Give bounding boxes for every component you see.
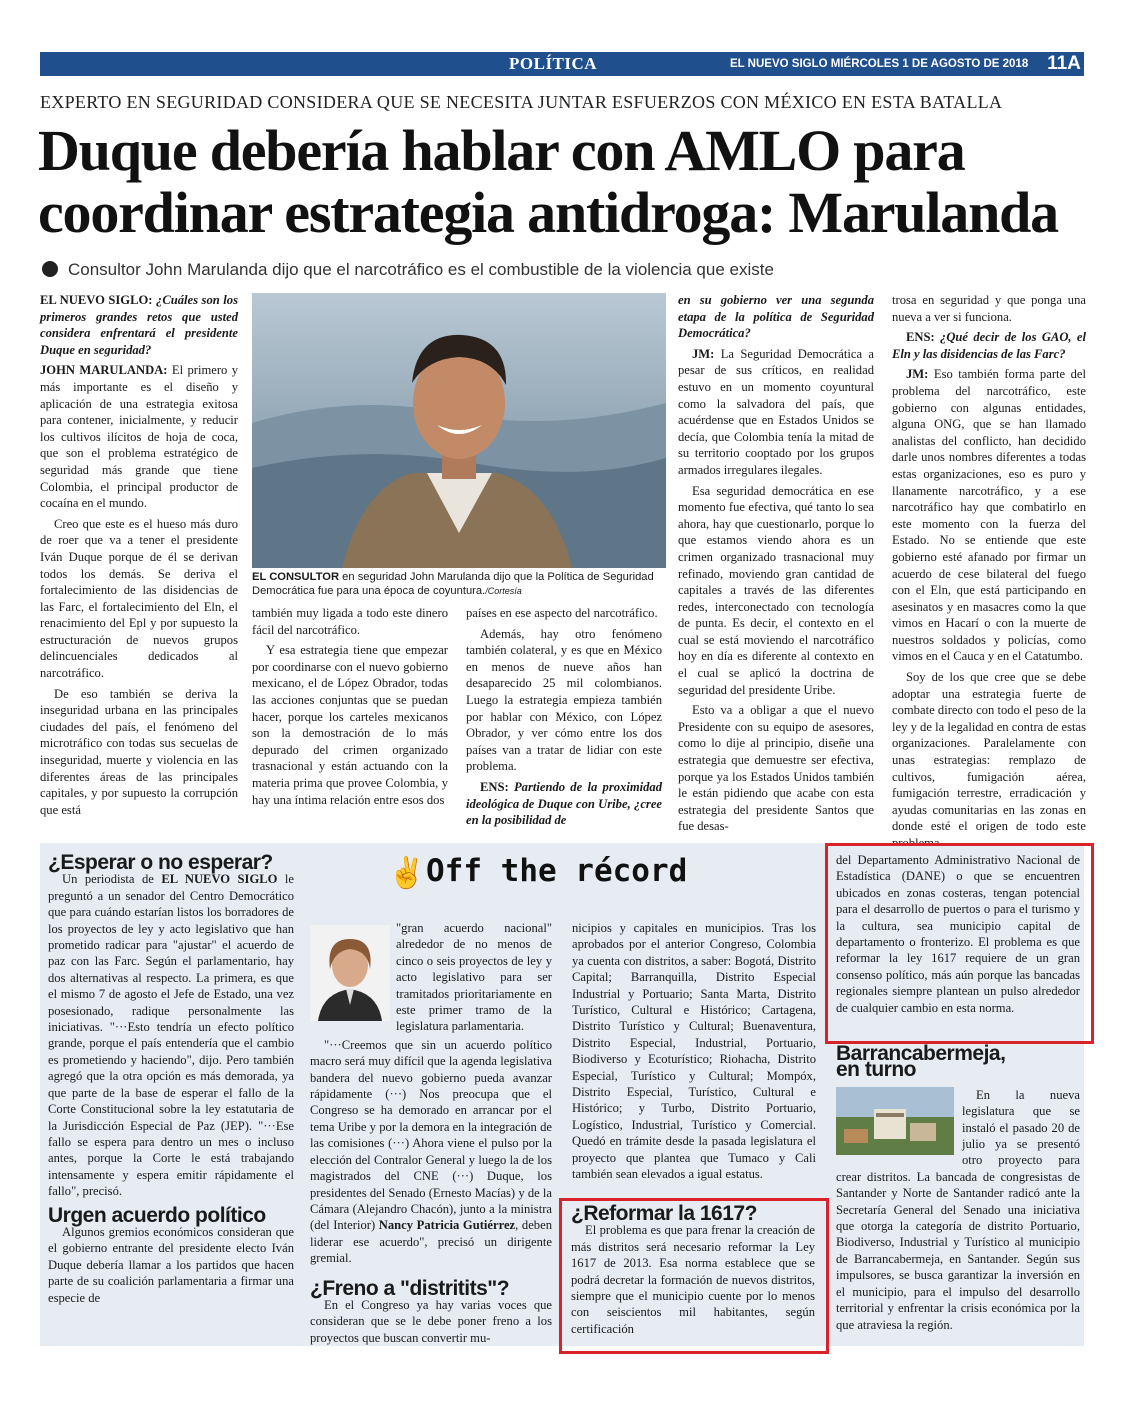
photo-caption	[252, 570, 666, 598]
reformar-heading: ¿Reformar la 1617?	[571, 1202, 757, 1225]
bullet-icon	[42, 261, 58, 277]
question-text: ¿Qué decir de los GAO, el Eln y las disidencias de las Farc?	[892, 330, 1086, 361]
barranca-heading-1: Barrancabermeja,	[836, 1042, 1006, 1065]
article-column-1	[40, 292, 238, 822]
acuerdo-text: "···Creemos que sin un acuerdo político macro será muy difícil que la agenda legislativa bandera del nuevo gobierno pueda avanzar rápidamente (···) Nos preocupa que el Congreso se ha demorado en arrancar por el tema Uribe y por la demora en la integración de las comisiones (···) Ahora viene el pulso por la elección del Contralor General y luego la de los magistrados del CNE (···) Duque, los presidentes del Senado (Ernesto Macías) y de la Cámara (Alejandro Chacón), junto a la ministra (del Interior)	[310, 1037, 552, 1233]
newspaper-name: EL NUEVO SIGLO	[161, 872, 278, 887]
municipios-text: nicipios y capitales en municipios. Tras los aprobados por el anterior Congreso, Colombia ya cuenta con distritos, a saber: Bogotá, Distrito Capital; Barranquilla, Distrito Especial Industrial y Portuario; Santa Marta, Distrito Turístico, Cultural e Histórico; Cartagena, Distrito Turístico y Cultural; Buenaventura, Distrito Especial, Industrial, Portuario, Biodiverso y Ecoturístico; Riohacha, Distrito Especial, Turístico y Cultural; Mompóx, Distrito Especial, Turístico, Cultural e Histórico; y Turbo, Distrito Portuario, Logístico, Industrial, Turístico y Comercial. Quedó en trámite desde la pasada legislatura el proyecto que plantea que Tumaco y Cali también sean elevados a igual estatus.	[572, 921, 816, 1182]
paragraph: Esa seguridad democrática en ese momento fue efectiva, qué tanto lo sea ahora, hay que cuestionarlo, porque lo que estamos viendo ahora es un crimen organizado trasnacional muy refinado, moviendo gran cantidad de capitales a través de las diferentes redes, interconectado con tecnología de punta. Es decir, el contexto en el cual se está moviendo el narcotráfico hoy en día es diferente al contexto en el cual se aplicó la doctrina de seguridad del presidente Uribe.	[678, 483, 874, 697]
question-speaker: EL NUEVO SIGLO:	[40, 293, 153, 307]
photo-credit: /Cortesía	[485, 586, 522, 596]
subhead	[42, 260, 774, 280]
section-label: POLÍTICA	[509, 54, 598, 73]
article-column-5	[892, 292, 1086, 856]
caption-lead: EL CONSULTOR	[252, 571, 340, 583]
answer-text: La Seguridad Democrática a pesar de sus críticos, en realidad estuvo en un momento coyuntural como la salvadora del país, que acuérdense que en Estados Unidos se decía, que Colombia tenía la mitad de su territorio cooptado por los grupos armados irregulares ilegales.	[678, 346, 874, 477]
article-column-3	[466, 605, 662, 833]
city-photo	[836, 1087, 954, 1155]
paragraph: Además, hay otro fenómeno también colateral, y es que en México en menos de nueve años han desaparecido 25 mil colombianos. Luego la estrategia empieza también por hablar con México, con López Obrador, y ver cómo entre los dos países van a tratar de lidiar con este problema.	[466, 626, 662, 774]
publication-date: EL NUEVO SIGLO MIÉRCOLES 1 DE AGOSTO DE 2018	[730, 58, 1029, 70]
reformar-block	[571, 1202, 815, 1339]
answer-speaker: JOHN MARULANDA:	[40, 363, 168, 378]
answer-text: El primero y más importante es el diseño y aplicación de una estrategia exitosa para contener, inicialmente, y reducir los cultivos ilícitos de hoja de coca, que son el problema estratégico de seguridad más grande que tiene Colombia, el principal productor de cocaína en el mundo.	[40, 363, 238, 511]
paragraph: trosa en seguridad y que ponga una nueva a ver si funciona.	[892, 293, 1086, 324]
sidebar-title: Off the récord	[426, 853, 688, 889]
reformar-text: El problema es que para frenar la creación de más distritos será necesario reformar la Ley 1617 de 2013. Esa norma establece que se podrá decretar la formación de nuevos distritos, siempre que el municipio cuente por lo menos con seiscientos mil habitantes, según certificación	[571, 1223, 815, 1336]
paragraph: también muy ligada a todo este dinero fácil del narcotráfico.	[252, 606, 448, 637]
acuerdo-text: , deben liderar ese acuerdo", precisó un dirigente gremial.	[310, 1218, 552, 1266]
minister-name: Nancy Patricia Gutiérrez	[378, 1218, 516, 1233]
city-image	[836, 1087, 954, 1155]
answer-speaker: JM:	[692, 346, 715, 361]
article-photo	[252, 293, 666, 568]
article-column-4	[678, 292, 874, 839]
urgen-heading: Urgen acuerdo político	[48, 1203, 266, 1227]
dane-text: del Departamento Administrativo Nacional de Estadística (DANE) o que se encuentren ubicados en zonas costeras, tengan potencial para el desarrollo de puertos o para el turismo y la cultura, sea municipio capital de departamento o fronterizo. El problema es que reformar la ley 1617 requiere de un gran consenso político, más aún porque las bancadas regionales siempre plantean un pulso alrededor de cualquier cambio en esta norma.	[836, 853, 1080, 1015]
paragraph: Creo que este es el hueso más duro de roer que va a tener el presidente Iván Duque porque de él se derivan todos los demás. Se deriva el fortalecimiento de las disidencias de las Farc, el fortalecimiento del Eln, el renacimiento del Epl y por supuesto la estructuración de nuevos grupos delincuenciales dedicados al narcotráfico.	[40, 516, 238, 681]
question-text: en su gobierno ver una segunda etapa de la política de Seguridad Democrática?	[678, 293, 874, 341]
caption-text: en seguridad John Marulanda dijo que la Política de Seguridad Democrática fue para una época de coyuntura.	[252, 571, 654, 597]
subhead-text: Consultor John Marulanda dijo que el narcotráfico es el combustible de la violencia que existe	[68, 260, 774, 279]
kicker: EXPERTO EN SEGURIDAD CONSIDERA QUE SE NECESITA JUNTAR ESFUERZOS CON MÉXICO EN ESTA BATALLA	[40, 92, 1003, 112]
barranca-text: En la nueva legislatura que se instaló el pasado 20 de julio ya se presentó otro proyecto para crear distritos. La bancada de congresistas de Santander y Norte de Santander radicó ante la Secretaría General del Senado una iniciativa que otorga la categoría de distrito Portuario, Biodiverso, Industrial y Turístico al municipio de Barrancabermeja, en Santander. Según sus impulsores, se busca garantizar la inversión en el municipio, para el impulso del desarrollo territorial y enfrentar la crisis económica por la que atraviesa la región.	[836, 1087, 1080, 1332]
peace-hand-icon: ✌	[388, 857, 426, 890]
sidebar-column-1	[48, 851, 294, 1308]
answer-text: Eso también forma parte del problema del narcotráfico, este gobierno con algunas entidades, alguna ONG, que se han llamado analistas del conflicto, han decidido darle unos nombres diferentes a todas estas organizaciones, eso es puro y llanamente narcotráfico, y a ese narcotráfico hay que combatirlo en este momento con la fuerza del Estado. No se entiende que este gobierno esté afanado por firmar un acuerdo de cese bilateral del fuego con el Eln, que está participando en asesinatos y en masacres como la que vimos en Hacarí o con la muerte de nuestros soldados y policías, como vimos en el Cauca y en el Catatumbo.	[892, 367, 1086, 664]
dane-block	[836, 852, 1080, 1018]
paragraph: Y esa estrategia tiene que empezar por coordinarse con el nuevo gobierno mexicano, el de López Obrador, todas las acciones conjuntas que se puedan hacer, porque los carteles mexicanos son la demostración de lo más depurado del crimen organizado trasnacional y están actuando con la materia prima que provee Colombia, y hay una íntima relación entre esos dos	[252, 643, 448, 807]
question-text: Partiendo de la proximidad ideológica de Duque con Uribe, ¿cree en la posibilidad de	[466, 779, 662, 828]
paragraph: países en ese aspecto del narcotráfico.	[466, 606, 658, 620]
urgen-text: Algunos gremios económicos consideran que el gobierno entrante del presidente electo Iván Duque debería llamar a los partidos que hacen parte de su coalición parlamentaria a firmar una especie de	[48, 1224, 294, 1305]
article-column-2	[252, 605, 448, 812]
sidebar-column-3	[572, 920, 816, 1185]
barranca-heading-2: en turno	[836, 1058, 916, 1082]
sidebar-column-2	[310, 920, 552, 1348]
answer-speaker: JM:	[906, 367, 929, 382]
question-speaker: ENS:	[906, 330, 935, 345]
esperar-text: le preguntó a un senador del Centro Democrático que para cuándo estarían listos los borradores de los proyectos de ley y acto legislativo que han prometido radicar para "ajustar" el acuerdo de paz con las Farc. Según el parlamentario, hay dos alternativas al respecto. La primera, es que el mismo 7 de agosto el Jefe de Estado, una vez posesionado, radique personalmente las iniciativas. "···Esto tendría un efecto político grande, porque el país entendería que el cambio es prometiendo y haciendo", dijo. Pero también agregó que la otra opción es más demorada, ya que parte de la base de esperar el fallo de la Corte Constitucional sobre la ley estatutaria de la Jurisdicción Especial de Paz (JEP). "···Ese fallo se espera para dentro un mes o incluso antes, porque la Corte le está trabajando intensamente y espera emitir rápidamente el fallo", precisó.	[48, 872, 294, 1199]
freno-heading: ¿Freno a "distritits"?	[310, 1276, 510, 1300]
question-text: ¿Cuáles son los primeros grandes retos que usted considera enfrentará el presidente Duque en seguridad?	[40, 293, 238, 357]
acuerdo-text: "gran acuerdo nacional" alrededor de no menos de cinco o seis proyectos de ley y acto legislativo para ser tramitados prioritariamente en este primer tramo de la legislatura parlamentaria.	[396, 921, 552, 1034]
paragraph: Soy de los que cree que se debe adoptar una estrategia fuerte de combate directo con todo el peso de la ley y de la legalidad en contra de estas organizaciones. Paralelamente con unas estrategias: remplazo de cultivos, fumigación aérea, fumigación terrestre, erradicación y ayudas comunitarias en las zonas en donde esté el origen de todo este	[892, 670, 1086, 834]
esperar-heading: ¿Esperar o no esperar?	[48, 851, 273, 874]
paragraph: Esto va a obligar a que el nuevo Presidente con su equipo de asesores, como lo dije al principio, diseñe una estrategia que demuestre ser efectiva, porque ya los Estados Unidos también le están pidiendo que acabe con esta estrategia del presidente Santos que fue desas-	[678, 703, 874, 834]
barranca-block	[836, 1042, 1080, 1335]
page-number: 11A	[1047, 53, 1081, 74]
portrait-image	[252, 293, 666, 568]
freno-text: En el Congreso ya hay varias voces que consideran que se le debe poner freno a los proyectos que buscan convertir mu-	[310, 1297, 552, 1345]
question-speaker: ENS:	[480, 779, 509, 794]
esperar-text: Un periodista de	[62, 872, 162, 887]
headline: Duque debería hablar con AMLO para coordinar estrategia antidroga: Marulanda	[38, 118, 1058, 245]
paragraph: De eso también se deriva la inseguridad urbana en las principales ciudades del país, el fenómeno del microtráfico con todas sus secuelas de inseguridad, muerte y violencia en las diferentes áreas de las principales capitales, y por supuesto la corrupción que está	[40, 686, 238, 817]
